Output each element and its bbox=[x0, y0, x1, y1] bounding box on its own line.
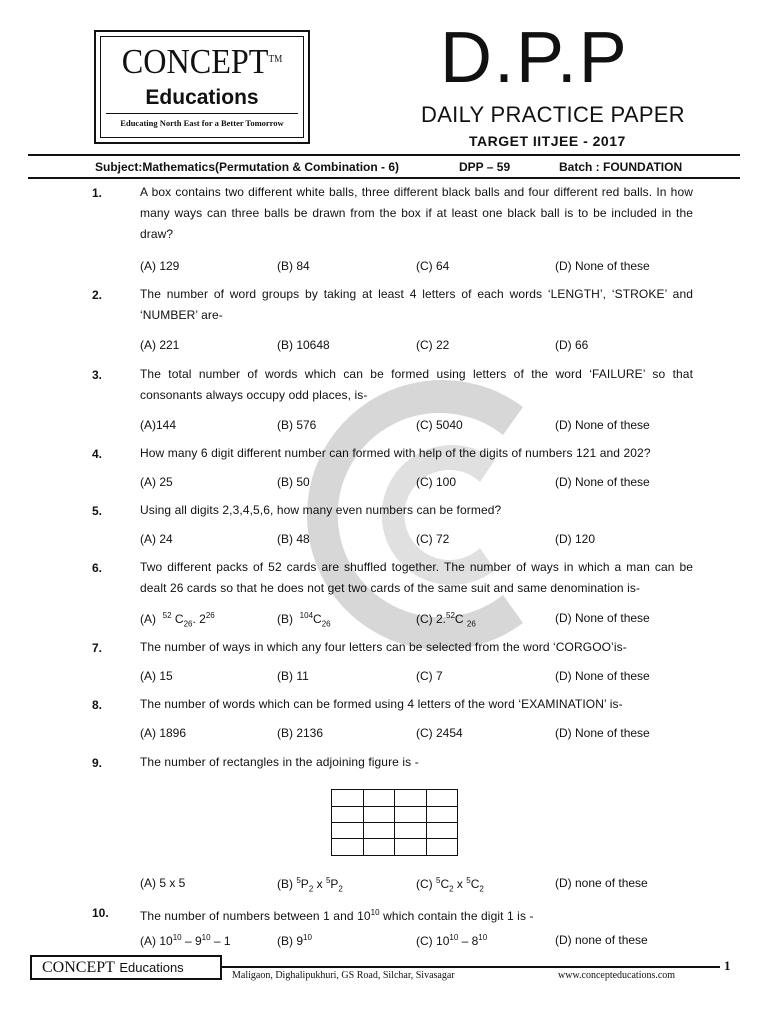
logo-tagline: Educating North East for a Better Tomorrow bbox=[120, 118, 284, 128]
option-label: (B) bbox=[277, 877, 293, 891]
option-a: (A) 221 bbox=[140, 338, 180, 352]
option-text: x bbox=[453, 877, 467, 891]
option-text: – 8 bbox=[458, 934, 479, 948]
option-text: P bbox=[330, 877, 339, 891]
question-text: Two different packs of 52 cards are shuffled together. The number of ways in which a man can be dealt 26 cards so that he does not get two cards of the same suit and same denomination is- bbox=[140, 560, 693, 595]
subject-label: Subject:Mathematics(Permutation & Combination - 6) bbox=[95, 160, 400, 174]
option-b: (B) 10648 bbox=[277, 338, 330, 352]
option-c: (C) 64 bbox=[416, 259, 450, 273]
footer-website: www.concepteducations.com bbox=[558, 970, 676, 981]
option-b: (B) 576 bbox=[277, 418, 317, 432]
option-b: (B) 11 bbox=[277, 669, 309, 683]
question-number: 2. bbox=[92, 288, 103, 302]
option-a bbox=[140, 611, 215, 628]
option-a: (A) 24 bbox=[140, 532, 173, 546]
logo-subtitle: Educations bbox=[145, 86, 259, 109]
option-label: (A) bbox=[140, 934, 156, 948]
option-a: (A) 129 bbox=[140, 259, 180, 273]
option-label: (A) bbox=[140, 612, 156, 626]
header-rule-bottom bbox=[28, 177, 740, 179]
question-text: The total number of words which can be formed using letters of the word ‘FAILURE’ so that consonants always occupy odd places, is- bbox=[140, 367, 693, 402]
question-text: How many 6 digit different number can formed with help of the digits of numbers 121 and 202? bbox=[140, 446, 651, 460]
superscript: 5 bbox=[296, 876, 301, 885]
footer-brand bbox=[42, 959, 184, 977]
option-d: (D) None of these bbox=[555, 418, 650, 432]
option-c bbox=[416, 611, 476, 628]
option-text: – 9 bbox=[181, 934, 202, 948]
question-text: The number of ways in which any four letters can be selected from the word ‘CORGOO’is- bbox=[140, 640, 627, 654]
question-text: Using all digits 2,3,4,5,6, how many even numbers can be formed? bbox=[140, 503, 502, 517]
option-c bbox=[416, 933, 487, 948]
option-label: (C) 2. bbox=[416, 612, 446, 626]
option-text: 10 bbox=[159, 934, 173, 948]
option-b bbox=[277, 611, 331, 628]
option-d: (D) 66 bbox=[555, 338, 589, 352]
concept-logo bbox=[94, 30, 310, 144]
subscript: 26 bbox=[183, 619, 193, 629]
question-number: 8. bbox=[92, 698, 103, 712]
option-d: (D) none of these bbox=[555, 933, 648, 947]
option-b: (B) 48 bbox=[277, 532, 310, 546]
option-b bbox=[277, 876, 343, 893]
superscript: 10 bbox=[478, 933, 488, 942]
option-text: – 1 bbox=[210, 934, 231, 948]
question-text-part: which contain the digit 1 is - bbox=[379, 909, 534, 923]
grid-line bbox=[332, 806, 457, 807]
option-b: (B) 2136 bbox=[277, 726, 324, 740]
option-d: (D) None of these bbox=[555, 259, 650, 273]
question-text: The number of rectangles in the adjoining figure is - bbox=[140, 755, 419, 769]
option-c bbox=[416, 876, 484, 893]
superscript: 5 bbox=[466, 876, 471, 885]
superscript: 52 bbox=[162, 611, 172, 620]
option-d: (D) None of these bbox=[555, 669, 650, 683]
footer-brand-sub: Educations bbox=[119, 960, 184, 975]
option-a bbox=[140, 933, 231, 948]
question-text-part: The number of numbers between 1 and 10 bbox=[140, 909, 371, 923]
option-c: (C) 5040 bbox=[416, 418, 463, 432]
question-number: 6. bbox=[92, 561, 103, 575]
logo-brand-text: CONCEPT bbox=[121, 42, 269, 81]
option-label: (B) bbox=[277, 612, 293, 626]
logo-trademark: TM bbox=[268, 54, 283, 65]
question-number: 4. bbox=[92, 447, 103, 461]
subscript: 2 bbox=[479, 884, 484, 894]
subscript: 2 bbox=[338, 884, 343, 894]
subscript: 2 bbox=[308, 884, 314, 894]
superscript: 10 bbox=[201, 933, 211, 942]
page-title: D.P.P bbox=[440, 18, 629, 98]
option-c: (C) 22 bbox=[416, 338, 450, 352]
footer-brand-name: CONCEPT bbox=[42, 959, 115, 976]
option-d: (D) None of these bbox=[555, 726, 650, 740]
option-d: (D) None of these bbox=[555, 475, 650, 489]
option-text: C bbox=[440, 877, 450, 891]
superscript: 10 bbox=[172, 933, 182, 942]
grid-line bbox=[332, 838, 457, 839]
option-d: (D) none of these bbox=[555, 876, 648, 890]
superscript: 10 bbox=[303, 933, 312, 942]
superscript: 10 bbox=[449, 933, 459, 942]
header-rule-top bbox=[28, 154, 740, 156]
option-b: (B) 50 bbox=[277, 475, 310, 489]
combination-symbol: C bbox=[313, 612, 322, 626]
footer-rule bbox=[222, 966, 720, 968]
superscript: 5 bbox=[436, 876, 441, 885]
dpp-number: DPP – 59 bbox=[459, 160, 511, 174]
page-number: 1 bbox=[724, 958, 731, 973]
question-text: A box contains two different white balls, three different black balls and four different red balls. In how many ways can three balls be drawn from the box if at least one black ball is to be included in the draw? bbox=[140, 185, 693, 241]
option-label: (B) 9 bbox=[277, 934, 304, 948]
subscript: 26 bbox=[466, 619, 476, 629]
superscript: 104 bbox=[299, 611, 314, 620]
superscript: 5 bbox=[325, 876, 331, 885]
option-c: (C) 100 bbox=[416, 475, 457, 489]
option-a: (A) 15 bbox=[140, 669, 173, 683]
superscript: 52 bbox=[446, 611, 455, 620]
question-number: 9. bbox=[92, 756, 103, 770]
logo-divider bbox=[106, 113, 298, 114]
option-d: (D) 120 bbox=[555, 532, 596, 546]
option-text: C bbox=[470, 877, 480, 891]
question-number: 3. bbox=[92, 368, 103, 382]
superscript: 26 bbox=[205, 611, 215, 620]
question-number: 10. bbox=[92, 906, 109, 920]
rectangle-grid-figure bbox=[331, 789, 458, 856]
option-a: (A) 5 x 5 bbox=[140, 876, 186, 890]
question-number: 1. bbox=[92, 186, 103, 200]
logo-brand bbox=[104, 44, 299, 80]
option-label: (C) bbox=[416, 934, 433, 948]
question-number: 7. bbox=[92, 641, 103, 655]
batch-label: Batch : FOUNDATION bbox=[559, 160, 683, 174]
question-number: 5. bbox=[92, 504, 103, 518]
combination-symbol: C bbox=[454, 612, 467, 626]
option-a: (A) 25 bbox=[140, 475, 173, 489]
footer-brand-box bbox=[30, 955, 222, 980]
question-text bbox=[140, 902, 693, 927]
option-a: (A)144 bbox=[140, 418, 177, 432]
option-c: (C) 2454 bbox=[416, 726, 463, 740]
combination-symbol: C bbox=[171, 612, 184, 626]
option-c: (C) 72 bbox=[416, 532, 450, 546]
option-a: (A) 1896 bbox=[140, 726, 187, 740]
footer-address: Maligaon, Dighalipukhuri, GS Road, Silchar, Sivasagar bbox=[232, 970, 455, 981]
option-b bbox=[277, 933, 312, 948]
question-text: The number of word groups by taking at least 4 letters of each words ‘LENGTH’, ‘STROKE’ and ‘NUMBER’ are- bbox=[140, 287, 693, 322]
question-text: The number of words which can be formed using 4 letters of the word ‘EXAMINATION’ is- bbox=[140, 697, 623, 711]
option-b: (B) 84 bbox=[277, 259, 310, 273]
superscript: 10 bbox=[370, 908, 380, 917]
target-exam: TARGET IITJEE - 2017 bbox=[469, 133, 626, 149]
page-subtitle: DAILY PRACTICE PAPER bbox=[421, 102, 685, 127]
option-text: 10 bbox=[436, 934, 450, 948]
subscript: 26 bbox=[321, 619, 331, 629]
option-text: . 2 bbox=[192, 612, 206, 626]
option-label: (C) bbox=[416, 877, 433, 891]
subscript: 2 bbox=[449, 884, 454, 894]
option-c: (C) 7 bbox=[416, 669, 443, 683]
option-text: P bbox=[300, 877, 309, 891]
grid-line bbox=[332, 822, 457, 823]
option-d: (D) None of these bbox=[555, 611, 650, 625]
option-text: x bbox=[313, 877, 326, 891]
